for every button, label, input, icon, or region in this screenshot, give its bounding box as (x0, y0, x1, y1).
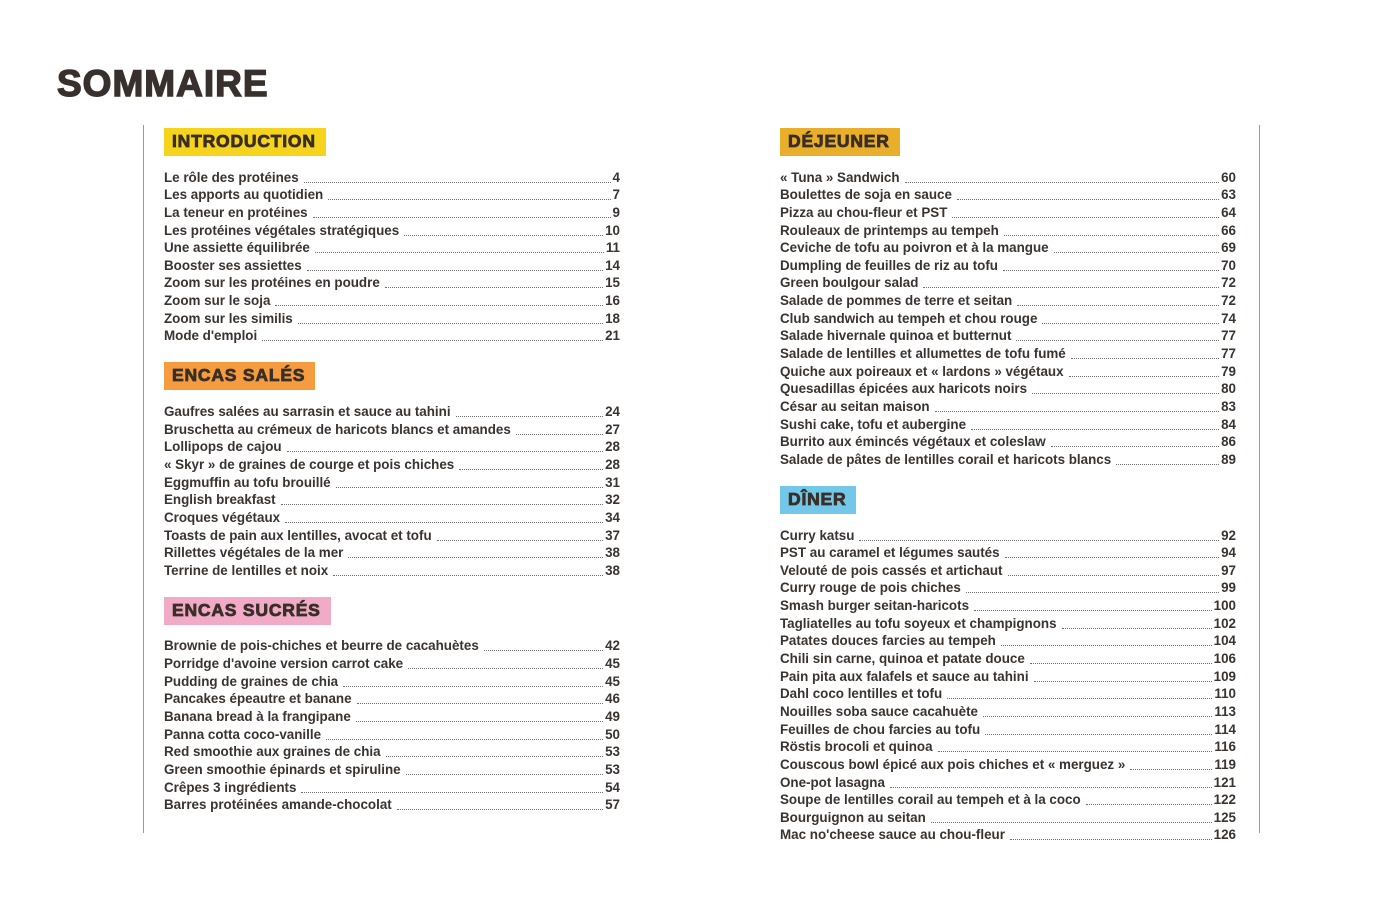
entry-label: César au seitan maison (780, 398, 930, 414)
toc-entry (780, 362, 1236, 380)
entry-page-number: 86 (1221, 434, 1236, 450)
toc-section-encas-sales (164, 362, 620, 578)
entry-list (780, 526, 1236, 844)
entry-label: Brownie de pois-chiches et beurre de cacahuètes (164, 638, 479, 654)
entry-page-number: 37 (605, 527, 620, 543)
entry-page-number: 74 (1221, 310, 1236, 326)
dotted-leader (275, 305, 603, 306)
entry-page-number: 104 (1213, 633, 1236, 649)
entry-page-number: 60 (1221, 169, 1236, 185)
entry-label: Soupe de lentilles corail au tempeh et à la coco (780, 792, 1081, 808)
dotted-leader (456, 416, 604, 417)
entry-page-number: 32 (605, 492, 620, 508)
entry-label: Quesadillas épicées aux haricots noirs (780, 381, 1028, 397)
entry-page-number: 18 (605, 310, 620, 326)
toc-entry (780, 667, 1236, 685)
toc-entry (780, 380, 1236, 398)
dotted-leader (1062, 628, 1212, 629)
entry-label: Röstis brocoli et quinoa (780, 739, 933, 755)
section-header-encas-sales: ENCAS SALÉS (164, 362, 315, 390)
toc-entry (780, 344, 1236, 362)
entry-label: Croques végétaux (164, 509, 281, 525)
entry-label: Zoom sur les similis (164, 310, 293, 326)
entry-page-number: 27 (605, 421, 620, 437)
entry-label: Dumpling de feuilles de riz au tofu (780, 257, 998, 273)
toc-entry (780, 649, 1236, 667)
toc-entry (780, 168, 1236, 186)
toc-entry (164, 491, 620, 509)
entry-page-number: 34 (605, 509, 620, 525)
entry-label: Les apports au quotidien (164, 187, 324, 203)
toc-entry (780, 397, 1236, 415)
dotted-leader (326, 739, 603, 740)
entry-label: Burrito aux émincés végétaux et coleslaw (780, 434, 1046, 450)
entry-page-number: 64 (1221, 204, 1236, 220)
toc-entry (780, 685, 1236, 703)
dotted-leader (947, 698, 1212, 699)
toc-entry (164, 221, 620, 239)
toc-entry (164, 274, 620, 292)
toc-entry (780, 738, 1236, 756)
entry-label: Couscous bowl épicé aux pois chiches et « merguez » (780, 756, 1126, 772)
dotted-leader (1086, 804, 1212, 805)
entry-label: Velouté de pois cassés et artichaut (780, 562, 1003, 578)
entry-page-number: 45 (605, 673, 620, 689)
toc-entry (164, 239, 620, 257)
dotted-leader (938, 751, 1213, 752)
entry-label: Zoom sur les protéines en poudre (164, 275, 380, 291)
dotted-leader (1069, 376, 1220, 377)
toc-entry (780, 239, 1236, 257)
toc-entry (164, 796, 620, 814)
toc-entry (780, 526, 1236, 544)
entry-label: « Skyr » de graines de courge et pois chiches (164, 456, 455, 472)
toc-entry (164, 760, 620, 778)
entry-page-number: 28 (605, 439, 620, 455)
entry-label: Tagliatelles au tofu soyeux et champignons (780, 615, 1057, 631)
dotted-leader (343, 686, 603, 687)
toc-section-introduction (164, 128, 620, 344)
entry-page-number: 77 (1221, 328, 1236, 344)
dotted-leader (356, 721, 603, 722)
entry-label: Crêpes 3 ingrédients (164, 779, 297, 795)
dotted-leader (923, 287, 1219, 288)
entry-list (164, 637, 620, 813)
dotted-leader (1130, 769, 1212, 770)
dotted-leader (357, 703, 604, 704)
dotted-leader (1030, 663, 1212, 664)
entry-page-number: 69 (1221, 240, 1236, 256)
toc-entry (164, 168, 620, 186)
entry-label: Pain pita aux falafels et sauce au tahini (780, 668, 1029, 684)
entry-page-number: 50 (605, 726, 620, 742)
entry-page-number: 7 (612, 187, 620, 203)
entry-label: Salade de pommes de terre et seitan (780, 293, 1013, 309)
entry-page-number: 79 (1221, 363, 1236, 379)
dotted-leader (304, 182, 611, 183)
left-column-rule (143, 125, 144, 833)
toc-entry (164, 707, 620, 725)
toc-entry (780, 614, 1236, 632)
dotted-leader (437, 540, 603, 541)
entry-page-number: 54 (605, 779, 620, 795)
dotted-leader (404, 235, 603, 236)
section-header-diner: DÎNER (780, 486, 856, 514)
entry-label: PST au caramel et légumes sautés (780, 545, 1000, 561)
entry-page-number: 100 (1213, 598, 1236, 614)
dotted-leader (905, 182, 1220, 183)
entry-page-number: 31 (605, 474, 620, 490)
toc-section-encas-sucres (164, 597, 620, 813)
dotted-leader (1004, 235, 1219, 236)
dotted-leader (983, 716, 1212, 717)
toc-entry (164, 672, 620, 690)
toc-entry (164, 438, 620, 456)
dotted-leader (971, 429, 1219, 430)
entry-label: Smash burger seitan-haricots (780, 598, 970, 614)
entry-page-number: 45 (605, 656, 620, 672)
dotted-leader (1017, 305, 1219, 306)
toc-entry (780, 755, 1236, 773)
dotted-leader (931, 822, 1212, 823)
entry-label: Salade de pâtes de lentilles corail et haricots blancs (780, 451, 1112, 467)
entry-label: Pizza au chou-fleur et PST (780, 204, 948, 220)
entry-label: Curry katsu (780, 527, 855, 543)
entry-page-number: 106 (1213, 651, 1236, 667)
toc-entry (780, 826, 1236, 844)
entry-page-number: 72 (1221, 293, 1236, 309)
toc-entry (780, 274, 1236, 292)
entry-label: Chili sin carne, quinoa et patate douce (780, 651, 1025, 667)
toc-entry (780, 632, 1236, 650)
toc-entry (780, 808, 1236, 826)
dotted-leader (386, 756, 604, 757)
section-header-introduction: INTRODUCTION (164, 128, 326, 156)
entry-label: Zoom sur le soja (164, 293, 271, 309)
toc-entry (780, 291, 1236, 309)
toc-entry (164, 473, 620, 491)
dotted-leader (974, 610, 1212, 611)
entry-page-number: 49 (605, 709, 620, 725)
dotted-leader (1010, 839, 1212, 840)
entry-page-number: 24 (605, 404, 620, 420)
entry-page-number: 92 (1221, 527, 1236, 543)
entry-page-number: 66 (1221, 222, 1236, 238)
toc-section-dejeuner (780, 128, 1236, 468)
toc-entry (780, 256, 1236, 274)
dotted-leader (1054, 252, 1219, 253)
entry-page-number: 99 (1221, 580, 1236, 596)
dotted-leader (1071, 358, 1219, 359)
entry-page-number: 113 (1214, 703, 1236, 719)
entry-label: Dahl coco lentilles et tofu (780, 686, 943, 702)
entry-page-number: 15 (605, 275, 620, 291)
entry-label: Lollipops de cajou (164, 439, 282, 455)
entry-page-number: 83 (1221, 398, 1236, 414)
entry-page-number: 102 (1213, 615, 1236, 631)
toc-section-diner (780, 486, 1236, 844)
dotted-leader (262, 340, 603, 341)
toc-entry (780, 544, 1236, 562)
entry-label: Barres protéinées amande-chocolat (164, 797, 392, 813)
entry-label: Boulettes de soja en sauce (780, 187, 952, 203)
entry-page-number: 72 (1221, 275, 1236, 291)
entry-label: Sushi cake, tofu et aubergine (780, 416, 967, 432)
entry-page-number: 70 (1221, 257, 1236, 273)
right-column-rule (1259, 125, 1260, 833)
toc-entry (164, 455, 620, 473)
entry-label: One-pot lasagna (780, 774, 885, 790)
entry-label: Gaufres salées au sarrasin et sauce au tahini (164, 404, 451, 420)
entry-page-number: 42 (605, 638, 620, 654)
entry-label: Bourguignon au seitan (780, 809, 926, 825)
toc-column (780, 128, 1236, 843)
entry-page-number: 46 (605, 691, 620, 707)
dotted-leader (315, 252, 604, 253)
dotted-leader (859, 540, 1219, 541)
entry-page-number: 89 (1221, 451, 1236, 467)
dotted-leader (281, 504, 603, 505)
dotted-leader (385, 287, 603, 288)
entry-label: Eggmuffin au tofu brouillé (164, 474, 331, 490)
entry-page-number: 110 (1214, 686, 1236, 702)
entry-page-number: 109 (1213, 668, 1236, 684)
dotted-leader (1116, 464, 1219, 465)
entry-page-number: 80 (1221, 381, 1236, 397)
page-title: SOMMAIRE (57, 62, 269, 104)
entry-page-number: 114 (1214, 721, 1236, 737)
toc-entry (780, 450, 1236, 468)
toc-entry (780, 309, 1236, 327)
entry-label: Curry rouge de pois chiches (780, 580, 961, 596)
entry-page-number: 53 (605, 744, 620, 760)
entry-page-number: 38 (605, 562, 620, 578)
entry-label: Patates douces farcies au tempeh (780, 633, 996, 649)
entry-page-number: 125 (1213, 809, 1236, 825)
toc-entry (780, 773, 1236, 791)
entry-label: Rillettes végétales de la mer (164, 545, 344, 561)
dotted-leader (516, 434, 603, 435)
toc-entry (164, 637, 620, 655)
toc-entry (780, 203, 1236, 221)
toc-entry (780, 720, 1236, 738)
dotted-leader (1001, 645, 1212, 646)
dotted-leader (298, 323, 603, 324)
toc-entry (780, 186, 1236, 204)
entry-label: La teneur en protéines (164, 204, 308, 220)
entry-label: Banana bread à la frangipane (164, 709, 351, 725)
entry-label: Nouilles soba sauce cacahuète (780, 703, 978, 719)
dotted-leader (1003, 270, 1219, 271)
toc-entry (164, 561, 620, 579)
dotted-leader (313, 217, 611, 218)
entry-page-number: 122 (1213, 792, 1236, 808)
entry-page-number: 119 (1214, 756, 1236, 772)
toc-entry (164, 725, 620, 743)
dotted-leader (459, 469, 603, 470)
entry-label: English breakfast (164, 492, 276, 508)
dotted-leader (1016, 340, 1219, 341)
dotted-leader (333, 575, 603, 576)
section-header-encas-sucres: ENCAS SUCRÉS (164, 597, 331, 625)
dotted-leader (307, 270, 603, 271)
dotted-leader (328, 199, 610, 200)
dotted-leader (957, 199, 1219, 200)
entry-label: Green boulgour salad (780, 275, 919, 291)
entry-label: Ceviche de tofu au poivron et à la mangue (780, 240, 1049, 256)
entry-page-number: 28 (605, 456, 620, 472)
entry-page-number: 4 (612, 169, 620, 185)
entry-label: Club sandwich au tempeh et chou rouge (780, 310, 1038, 326)
entry-label: Le rôle des protéines (164, 169, 299, 185)
toc-entry (780, 791, 1236, 809)
dotted-leader (935, 411, 1220, 412)
entry-page-number: 116 (1214, 739, 1236, 755)
dotted-leader (966, 592, 1219, 593)
entry-page-number: 121 (1213, 774, 1236, 790)
toc-entry (164, 309, 620, 327)
dotted-leader (285, 522, 603, 523)
entry-label: Une assiette équilibrée (164, 240, 310, 256)
entry-label: Pancakes épeautre et banane (164, 691, 352, 707)
toc-column (164, 128, 620, 813)
toc-entry (780, 561, 1236, 579)
dotted-leader (1034, 681, 1212, 682)
toc-entry (780, 415, 1236, 433)
entry-page-number: 126 (1213, 827, 1236, 843)
dotted-leader (952, 217, 1219, 218)
dotted-leader (1032, 393, 1219, 394)
toc-entry (164, 690, 620, 708)
entry-label: Quiche aux poireaux et « lardons » végétaux (780, 363, 1064, 379)
dotted-leader (890, 787, 1212, 788)
entry-list (164, 402, 620, 578)
toc-entry (164, 203, 620, 221)
toc-entry (164, 420, 620, 438)
toc-entry (164, 508, 620, 526)
dotted-leader (1008, 575, 1220, 576)
entry-page-number: 9 (612, 204, 620, 220)
entry-page-number: 94 (1221, 545, 1236, 561)
dotted-leader (484, 650, 603, 651)
entry-page-number: 57 (605, 797, 620, 813)
dotted-leader (1005, 557, 1220, 558)
dotted-leader (348, 557, 603, 558)
entry-label: Toasts de pain aux lentilles, avocat et tofu (164, 527, 432, 543)
dotted-leader (397, 809, 603, 810)
toc-entry (164, 327, 620, 345)
entry-label: Salade de lentilles et allumettes de tofu fumé (780, 346, 1066, 362)
entry-label: Rouleaux de printemps au tempeh (780, 222, 999, 238)
entry-label: Porridge d'avoine version carrot cake (164, 656, 404, 672)
entry-label: Booster ses assiettes (164, 257, 302, 273)
toc-entry (164, 544, 620, 562)
dotted-leader (985, 734, 1212, 735)
section-header-dejeuner: DÉJEUNER (780, 128, 900, 156)
toc-entry (164, 256, 620, 274)
toc-entry (780, 702, 1236, 720)
entry-page-number: 38 (605, 545, 620, 561)
entry-label: « Tuna » Sandwich (780, 169, 900, 185)
entry-list (164, 168, 620, 344)
toc-entry (164, 778, 620, 796)
toc-entry (780, 221, 1236, 239)
toc-entry (164, 654, 620, 672)
toc-entry (780, 596, 1236, 614)
entry-label: Pudding de graines de chia (164, 673, 339, 689)
toc-entry (780, 579, 1236, 597)
entry-label: Mode d'emploi (164, 328, 258, 344)
toc-entry (780, 433, 1236, 451)
entry-page-number: 63 (1221, 187, 1236, 203)
entry-label: Terrine de lentilles et noix (164, 562, 329, 578)
toc-entry (164, 186, 620, 204)
toc-entry (780, 327, 1236, 345)
entry-label: Mac no'cheese sauce au chou-fleur (780, 827, 1005, 843)
entry-page-number: 84 (1221, 416, 1236, 432)
dotted-leader (287, 451, 604, 452)
entry-page-number: 53 (605, 761, 620, 777)
entry-page-number: 77 (1221, 346, 1236, 362)
entry-page-number: 10 (605, 222, 620, 238)
dotted-leader (301, 792, 603, 793)
toc-entry (164, 526, 620, 544)
entry-label: Bruschetta au crémeux de haricots blancs et amandes (164, 421, 511, 437)
entry-page-number: 97 (1221, 562, 1236, 578)
entry-page-number: 21 (605, 328, 620, 344)
entry-page-number: 11 (605, 240, 620, 256)
entry-label: Green smoothie épinards et spiruline (164, 761, 401, 777)
toc-entry (164, 402, 620, 420)
entry-page-number: 14 (605, 257, 620, 273)
entry-label: Les protéines végétales stratégiques (164, 222, 400, 238)
entry-label: Red smoothie aux graines de chia (164, 744, 381, 760)
entry-label: Feuilles de chou farcies au tofu (780, 721, 981, 737)
toc-entry (164, 743, 620, 761)
entry-list (780, 168, 1236, 468)
entry-page-number: 16 (605, 293, 620, 309)
dotted-leader (336, 487, 603, 488)
toc-entry (164, 291, 620, 309)
dotted-leader (1051, 446, 1219, 447)
dotted-leader (408, 668, 603, 669)
dotted-leader (406, 774, 603, 775)
entry-label: Salade hivernale quinoa et butternut (780, 328, 1012, 344)
dotted-leader (1042, 323, 1219, 324)
entry-label: Panna cotta coco-vanille (164, 726, 322, 742)
